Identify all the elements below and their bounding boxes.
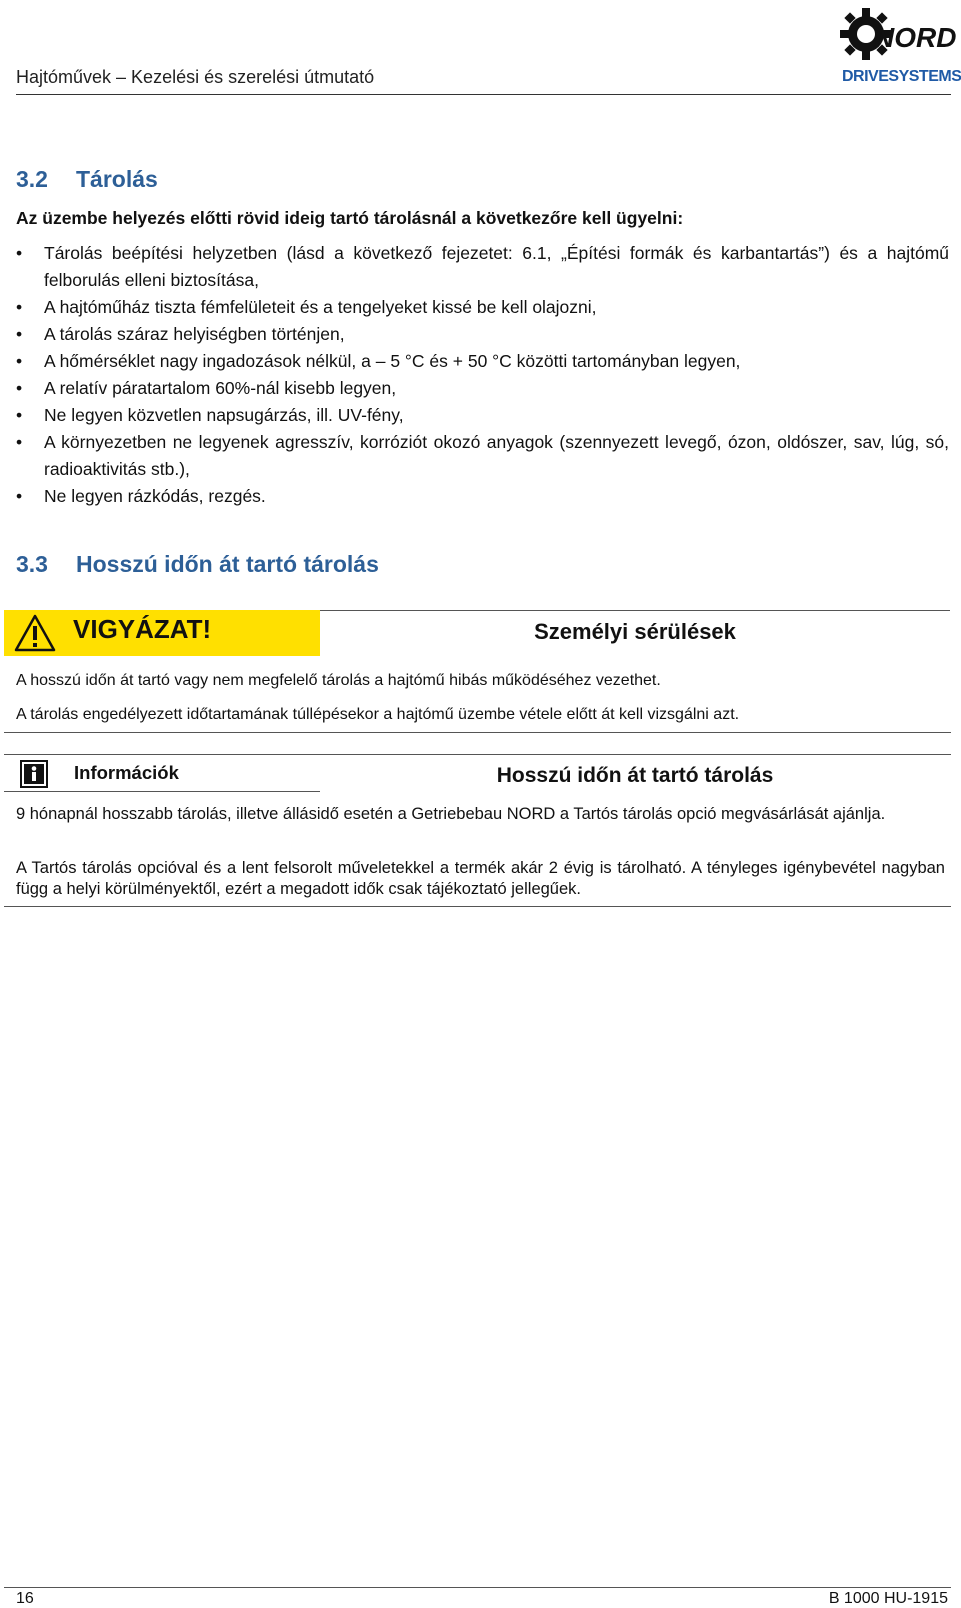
section-3-2-heading <box>16 166 158 193</box>
storage-intro: Az üzembe helyezés előtti rövid ideig tartó tárolásnál a következőre kell ügyelni: <box>16 208 684 228</box>
warning-title: Személyi sérülések <box>534 619 736 644</box>
warning-triangle-icon <box>14 614 56 652</box>
logo-brand-text: DRIVESYSTEMS <box>842 68 961 85</box>
section-3-3-heading <box>16 551 379 578</box>
section-number: 3.2 <box>16 166 48 192</box>
list-item: • A relatív páratartalom 60%-nál kisebb legyen, <box>16 375 949 402</box>
document-code: B 1000 HU-1915 <box>828 1590 948 1607</box>
header-divider <box>16 94 951 95</box>
info-bottom-rule <box>4 906 951 907</box>
storage-bullet-list <box>16 240 949 510</box>
logo-word: NORD <box>874 22 957 53</box>
info-top-rule <box>4 754 951 755</box>
info-icon <box>20 760 48 788</box>
list-item: • A hőmérséklet nagy ingadozások nélkül, a – 5 °C és + 50 °C közötti tartományban legyen, <box>16 348 949 375</box>
info-label: Információk <box>74 762 179 783</box>
list-item: • A tárolás száraz helyiségben történjen, <box>16 321 949 348</box>
warning-bottom-rule <box>4 732 951 733</box>
list-item: • Tárolás beépítési helyzetben (lásd a következő fejezetet: 6.1, „Építési formák és karbantartás”) és a hajtómű felborulás elleni biztosítása, <box>16 240 949 294</box>
page-number: 16 <box>16 1590 34 1607</box>
section-number: 3.3 <box>16 551 48 577</box>
info-label-rule <box>4 791 320 792</box>
list-item: • A hajtóműház tiszta fémfelületeit és a tengelyeket kissé be kell olajozni, <box>16 294 949 321</box>
warning-line: A hosszú időn át tartó vagy nem megfelelő tárolás a hajtómű hibás működéséhez vezethet. <box>16 672 661 689</box>
info-paragraph: 9 hónapnál hosszabb tárolás, illetve állásidő esetén a Getriebebau NORD a Tartós tárolás opció megvásárlását ajánlja. <box>16 805 886 823</box>
warning-label: VIGYÁZAT! <box>73 614 212 644</box>
section-title: Hosszú időn át tartó tárolás <box>76 551 379 577</box>
info-paragraph: A Tartós tárolás opcióval és a lent felsorolt műveletekkel a termék akár 2 évig is tárolható. A tényleges igénybevétel nagyban függ a helyi körülményektől, ezért a megadott idők csak tájékoztató jellegűek. <box>16 859 945 898</box>
info-title: Hosszú időn át tartó tárolás <box>496 764 774 787</box>
list-item: • Ne legyen közvetlen napsugárzás, ill. UV-fény, <box>16 402 949 429</box>
document-header-title: Hajtóművek – Kezelési és szerelési útmutató <box>16 67 375 87</box>
footer-divider <box>4 1587 951 1588</box>
warning-line: A tárolás engedélyezett időtartamának túllépésekor a hajtómű üzembe vétele előtt át kell vizsgálni azt. <box>16 706 740 723</box>
section-title: Tárolás <box>76 166 158 192</box>
warning-top-rule <box>320 610 950 611</box>
list-item: • A környezetben ne legyenek agresszív, korróziót okozó anyagok (szennyezett levegő, ózon, oldószer, sav, lúg, só, radioaktivitás stb.), <box>16 429 949 483</box>
list-item: • Ne legyen rázkódás, rezgés. <box>16 483 949 510</box>
